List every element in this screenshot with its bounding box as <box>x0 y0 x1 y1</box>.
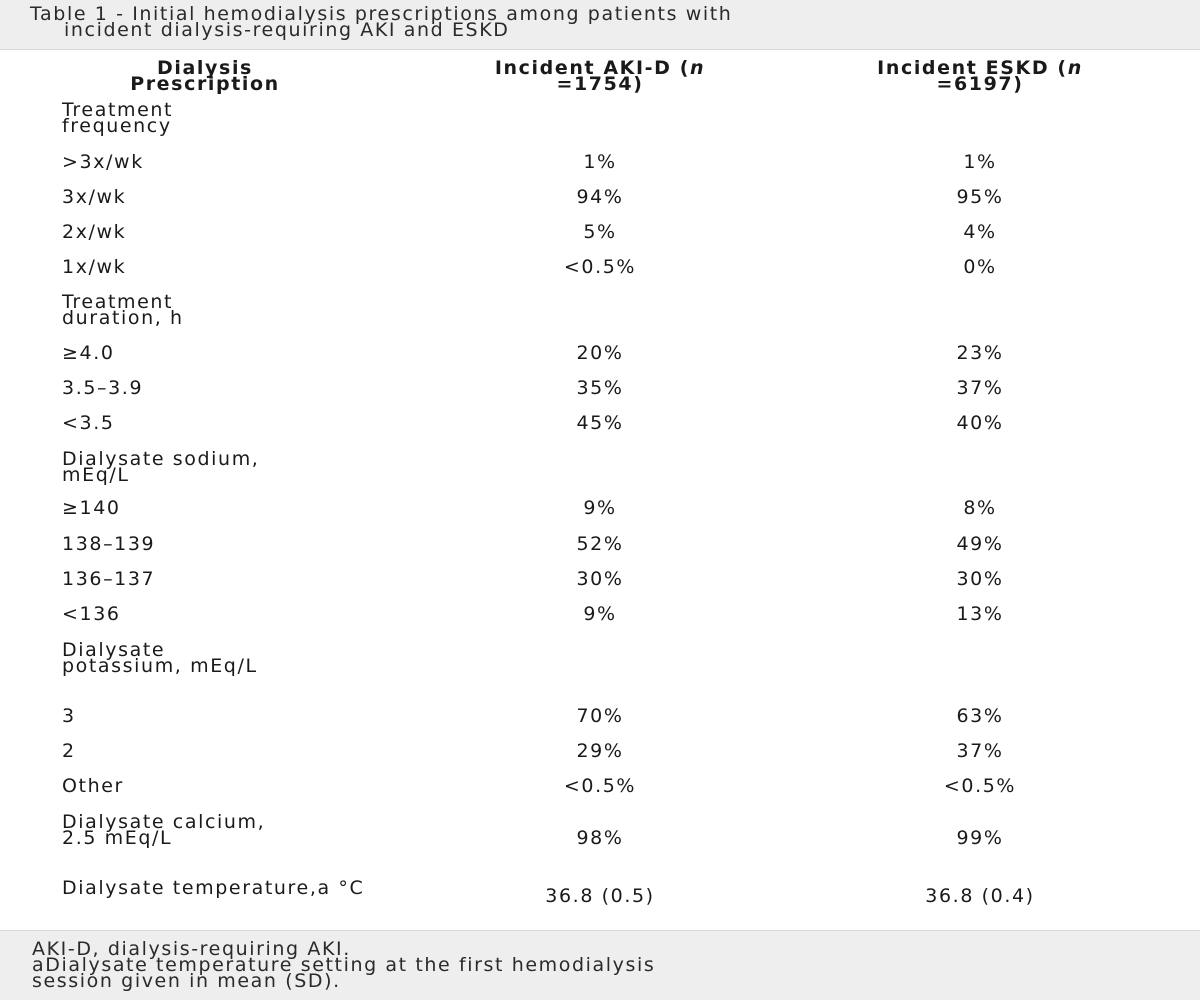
cell-aki-d: 45% <box>576 412 624 434</box>
header-aki-text: Incident AKI-D ( <box>494 57 690 79</box>
header-dialysis-prescription <box>60 57 350 95</box>
cell-eskd: 23% <box>956 342 1004 364</box>
row-label: Dialysate potassium, mEq/L <box>62 639 258 677</box>
row-label: 1x/wk <box>62 256 127 278</box>
header-eskd-text: Incident ESKD ( <box>877 57 1068 79</box>
table-caption <box>0 0 1200 50</box>
row-label: 2 <box>62 740 76 762</box>
header-aki-count: =1754) <box>556 73 644 95</box>
cell-eskd: 30% <box>956 568 1004 590</box>
row-label: ≥140 <box>62 497 121 519</box>
cell-aki-d: 35% <box>576 377 624 399</box>
row-label: Treatment frequency <box>62 99 174 137</box>
cell-eskd: 8% <box>963 497 997 519</box>
header-label-line-2: Prescription <box>130 73 280 95</box>
header-incident-eskd <box>800 57 1160 95</box>
cell-aki-d: 1% <box>583 151 617 173</box>
caption-line-1: Table 1 - Initial hemodialysis prescriptions among patients with <box>30 3 733 25</box>
cell-aki-d: 9% <box>583 497 617 519</box>
caption-line-2: incident dialysis-requiring AKI and ESKD <box>64 19 510 41</box>
cell-eskd: 40% <box>956 412 1004 434</box>
row-label: Other <box>62 775 124 797</box>
row-label: <3.5 <box>62 412 115 434</box>
cell-aki-d: 30% <box>576 568 624 590</box>
row-label: 2x/wk <box>62 221 127 243</box>
row-label: 3 <box>62 705 76 727</box>
cell-aki-d: 9% <box>583 603 617 625</box>
row-label: Dialysate sodium, mEq/L <box>62 448 260 486</box>
cell-eskd: 1% <box>963 151 997 173</box>
cell-aki-d: 94% <box>576 186 624 208</box>
cell-aki-d: 36.8 (0.5) <box>545 885 655 907</box>
row-label: 138–139 <box>62 533 156 555</box>
cell-eskd: 36.8 (0.4) <box>925 885 1035 907</box>
cell-aki-d: 98% <box>576 827 624 849</box>
header-eskd-count: =6197) <box>936 73 1024 95</box>
cell-eskd: 99% <box>956 827 1004 849</box>
row-label: >3x/wk <box>62 151 144 173</box>
table-footnotes <box>0 930 1200 1000</box>
cell-aki-d: <0.5% <box>563 775 637 797</box>
cell-aki-d: 5% <box>583 221 617 243</box>
cell-eskd: 13% <box>956 603 1004 625</box>
footnote-line-3: session given in mean (SD). <box>32 970 341 992</box>
row-label: 3.5–3.9 <box>62 377 144 399</box>
footnote-line-1: AKI-D, dialysis-requiring AKI. <box>32 938 351 960</box>
cell-aki-d: 70% <box>576 705 624 727</box>
header-label-line-1: Dialysis <box>157 57 253 79</box>
header-eskd-n: n <box>1067 57 1083 79</box>
cell-aki-d: <0.5% <box>563 256 637 278</box>
cell-eskd: 37% <box>956 740 1004 762</box>
row-label: ≥4.0 <box>62 342 115 364</box>
row-label: Dialysate calcium, 2.5 mEq/L <box>62 811 266 849</box>
cell-eskd: 37% <box>956 377 1004 399</box>
cell-eskd: 4% <box>963 221 997 243</box>
row-label: 3x/wk <box>62 186 127 208</box>
row-label: 136–137 <box>62 568 156 590</box>
row-label: <136 <box>62 603 121 625</box>
footnote-line-2: aDialysate temperature setting at the first hemodialysis <box>32 954 656 976</box>
cell-aki-d: 29% <box>576 740 624 762</box>
cell-aki-d: 20% <box>576 342 624 364</box>
header-aki-n: n <box>690 57 706 79</box>
cell-eskd: <0.5% <box>943 775 1017 797</box>
cell-eskd: 0% <box>963 256 997 278</box>
row-label: Dialysate temperature,a °C <box>62 877 365 899</box>
cell-eskd: 95% <box>956 186 1004 208</box>
row-label: Treatment duration, h <box>62 291 184 329</box>
cell-aki-d: 52% <box>576 533 624 555</box>
header-incident-aki-d <box>420 57 780 95</box>
cell-eskd: 63% <box>956 705 1004 727</box>
cell-eskd: 49% <box>956 533 1004 555</box>
